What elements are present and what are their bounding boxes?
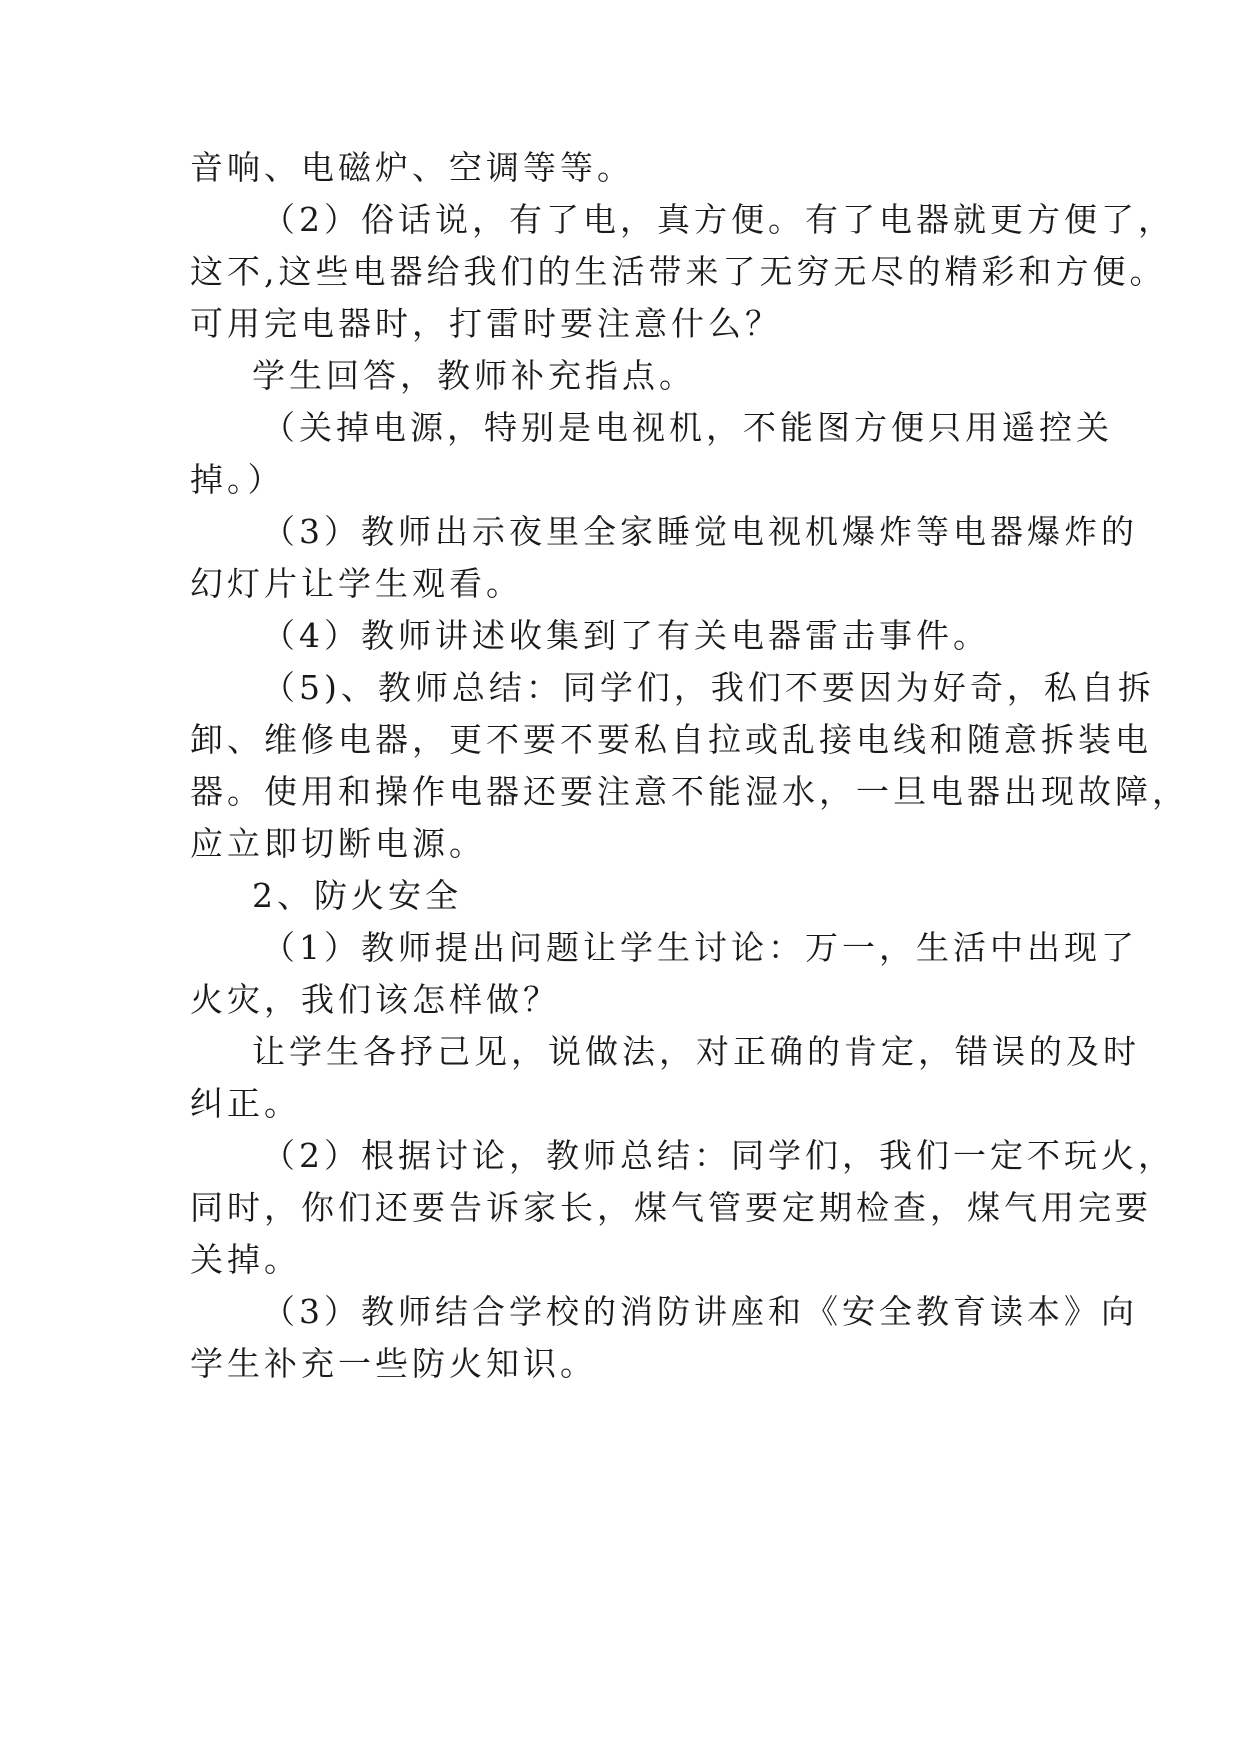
text-line-24: 学生补充一些防火知识。: [190, 1344, 597, 1383]
text-line-21: 同时，你们还要告诉家长，煤气管要定期检查，煤气用完要: [190, 1188, 1152, 1227]
text-line-1: 音响、电磁炉、空调等等。: [190, 148, 634, 187]
text-line-11: （5)、教师总结：同学们，我们不要因为好奇，私自拆: [262, 668, 1155, 707]
text-line-18: 让学生各抒己见，说做法，对正确的肯定，错误的及时: [252, 1032, 1140, 1071]
text-line-2: （2）俗话说，有了电，真方便。有了电器就更方便了，: [262, 200, 1175, 239]
text-line-16: （1）教师提出问题让学生讨论：万一，生活中出现了: [262, 928, 1138, 967]
text-line-17: 火灾，我们该怎样做？: [190, 980, 560, 1019]
text-line-3: 这不,这些电器给我们的生活带来了无穷无尽的精彩和方便。: [190, 252, 1167, 291]
text-line-19: 纠正。: [190, 1084, 301, 1123]
text-line-4: 可用完电器时，打雷时要注意什么？: [190, 304, 782, 343]
text-line-22: 关掉。: [190, 1240, 301, 1279]
text-line-9: 幻灯片让学生观看。: [190, 564, 523, 603]
text-line-7: 掉。）: [190, 460, 285, 499]
text-line-6: （关掉电源，特别是电视机，不能图方便只用遥控关: [262, 408, 1113, 447]
text-line-8: （3）教师出示夜里全家睡觉电视机爆炸等电器爆炸的: [262, 512, 1138, 551]
text-line-10: （4）教师讲述收集到了有关电器雷击事件。: [262, 616, 990, 655]
text-line-14: 应立即切断电源。: [190, 824, 486, 863]
section-heading-fire-safety: 2、防火安全: [252, 876, 462, 915]
text-line-13: 器。使用和操作电器还要注意不能湿水，一旦电器出现故障，: [190, 772, 1189, 811]
text-line-20: （2）根据讨论，教师总结：同学们，我们一定不玩火，: [262, 1136, 1175, 1175]
text-line-23: （3）教师结合学校的消防讲座和《安全教育读本》向: [262, 1292, 1138, 1331]
text-line-5: 学生回答，教师补充指点。: [252, 356, 696, 395]
text-line-12: 卸、维修电器，更不要不要私自拉或乱接电线和随意拆装电: [190, 720, 1152, 759]
